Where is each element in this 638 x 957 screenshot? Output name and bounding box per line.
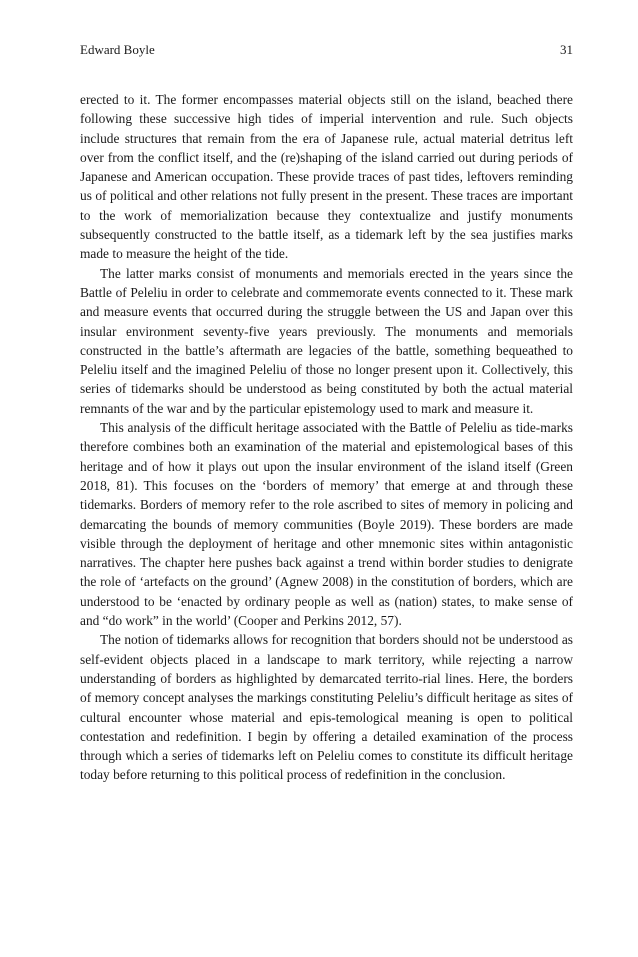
body-text	[80, 90, 573, 785]
running-head-author: Edward Boyle	[80, 42, 155, 57]
paragraph: This analysis of the difficult heritage associated with the Battle of Peleliu as tide-marks therefore combines both an examination of the material and epistemological bases of this heritage and of how it plays out upon the insular environment of the island itself (Green 2018, 81). This focuses on the ‘borders of memory’ that emerge at and through these tidemarks. Borders of memory refer to the role ascribed to sites of memory in policing and demarcating the bounds of memory communities (Boyle 2019). These borders are made visible through the deployment of heritage and other mnemonic sites within antagonistic narratives. The chapter here pushes back against a trend within border studies to denigrate the role of ‘artefacts on the ground’ (Agnew 2008) in the constitution of borders, which are understood to be ‘enacted by ordinary people as well as (nation) states, to make sense of and “do work” in the world’ (Cooper and Perkins 2012, 57).	[80, 420, 573, 629]
paragraph: erected to it. The former encompasses material objects still on the island, beached there following these successive high tides of imperial intervention and rule. Such objects include structures that remain from the era of Japanese rule, actual material detritus left over from the conflict itself, and the (re)shaping of the island carried out during periods of Japanese and American occupation. These provide traces of past tides, leftovers reminding us of political and other relations not fully present in the present. These traces are important to the work of memorialization because they contextualize and justify monuments subsequently constructed to the battle itself, as a tidemark left by the sea justifies marks made to measure the height of the tide.	[80, 92, 573, 262]
paragraph: The notion of tidemarks allows for recognition that borders should not be understood as self-evident objects placed in a landscape to mark territory, while rejecting a narrow understanding of borders as highlighted by demarcated territo-rial lines. Here, the borders of memory concept analyses the markings constituting Peleliu’s difficult heritage as sites of cultural encounter whose material and epis-temological meaning is open to political contestation and redefinition. I begin by offering a detailed examination of the process through which a series of tidemarks left on Peleliu comes to constitute its difficult heritage today before returning to this political process of redefinition in the conclusion.	[80, 632, 573, 783]
running-head	[80, 40, 573, 60]
page-number: 31	[560, 42, 573, 57]
paragraph: The latter marks consist of monuments and memorials erected in the years since the Battle of Peleliu in order to celebrate and commemorate events connected to it. These mark and measure events that occurred during the struggle between the US and Japan over this insular environment seventy-five years previously. The monuments and memorials constructed in the battle’s aftermath are legacies of the battle, something bequeathed to Peleliu itself and the imagined Peleliu of those no longer present upon it. Collectively, this series of tidemarks should be understood as being constituted by both the actual material remnants of the war and by the particular epistemology used to mark and measure it.	[80, 265, 573, 416]
